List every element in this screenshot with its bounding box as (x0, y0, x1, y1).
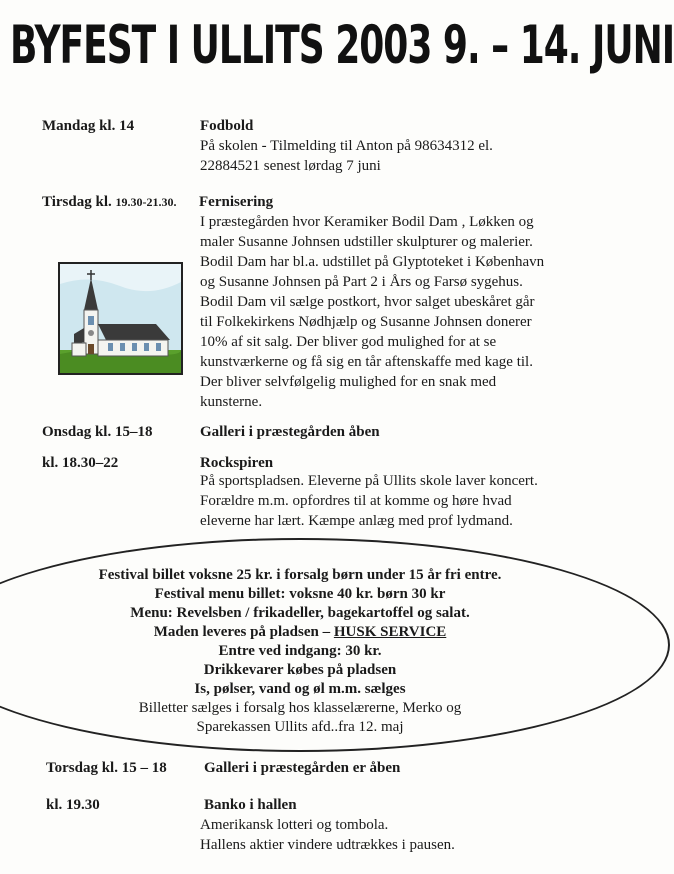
monday-day: Mandag kl. 14 (42, 118, 135, 134)
tuesday-day-label: Tirsdag kl. (42, 194, 112, 210)
text-line: Forældre m.m. opfordres til at komme og høre hvad (200, 493, 512, 509)
thursday-day: Torsdag kl. 15 – 18 (46, 760, 167, 776)
text-line: I præstegården hvor Keramiker Bodil Dam , Løkken og (200, 214, 534, 230)
church-illustration (58, 262, 183, 375)
info-line: Festival menu billet: voksne 40 kr. børn 30 kr (154, 586, 446, 602)
tuesday-heading: Fernisering (199, 194, 274, 210)
husk-service: HUSK SERVICE (333, 624, 447, 640)
text-line: På skolen - Tilmelding til Anton på 98634312 el. (200, 138, 493, 154)
thursday-evening-day: kl. 19.30 (46, 797, 100, 813)
wednesday-heading: Galleri i præstegården åben (200, 424, 380, 440)
info-line: Billetter sælges i forsalg hos klasselærerne, Merko og (138, 700, 462, 716)
info-line: Menu: Revelsben / frikadeller, bagekartoffel og salat. (130, 605, 470, 621)
text-line: til Folkekirkens Nødhjælp og Susanne Johnsen donerer (200, 314, 532, 330)
text-line: Hallens aktier vindere udtrækkes i pausen. (200, 837, 455, 853)
tuesday-time: 19.30-21.30. (115, 195, 177, 209)
info-line: Festival billet voksne 25 kr. i forsalg børn under 15 år fri entre. (98, 567, 502, 583)
info-line: Sparekassen Ullits afd..fra 12. maj (196, 719, 404, 735)
text-line: og Susanne Johnsen på Part 2 i Års og Farsø sygehus. (200, 274, 523, 290)
text-line: 10% af sit salg. Der bliver god mulighed for at se (200, 334, 497, 350)
wednesday-day: Onsdag kl. 15–18 (42, 424, 153, 440)
thursday-evening-description (200, 815, 580, 855)
church-icon (60, 264, 181, 373)
wednesday-evening-day: kl. 18.30–22 (42, 455, 119, 471)
text-line: 22884521 senest lørdag 7 juni (200, 158, 381, 174)
text-line: kunstværkerne og få sig en tår aftenskaffe med kage til. (200, 354, 533, 370)
text-line: kunsterne. (200, 394, 263, 410)
poster-title: BYFEST I ULLITS 2003 9. – 14. JUNI (10, 16, 674, 77)
wednesday-evening-description (200, 471, 580, 531)
thursday-evening-heading: Banko i hallen (204, 797, 297, 813)
info-line-text: Maden leveres på pladsen – (153, 624, 334, 640)
text-line: Bodil Dam har bl.a. udstillet på Glyptoteket i København (200, 254, 545, 270)
thursday-heading: Galleri i præstegården er åben (204, 760, 401, 776)
tuesday-description (200, 212, 580, 412)
text-line: maler Susanne Johnsen udstiller skulpturer og malerier. (200, 234, 533, 250)
info-line (60, 623, 540, 642)
text-line: eleverne har lært. Kæmpe anlæg med prof lydmand. (200, 513, 513, 529)
monday-description (200, 136, 580, 176)
info-box (60, 566, 540, 737)
text-line: Der bliver selvfølgelig mulighed for en snak med (200, 374, 497, 390)
info-line: Is, pølser, vand og øl m.m. sælges (194, 681, 406, 697)
monday-heading: Fodbold (200, 118, 254, 134)
info-line: Entre ved indgang: 30 kr. (218, 643, 382, 659)
wednesday-evening-heading: Rockspiren (200, 455, 274, 471)
text-line: Amerikansk lotteri og tombola. (200, 817, 389, 833)
text-line: På sportspladsen. Eleverne på Ullits skole laver koncert. (200, 473, 538, 489)
tuesday-day (42, 194, 177, 211)
text-line: Bodil Dam vil sælge postkort, hvor salget ubeskåret går (200, 294, 535, 310)
info-line: Drikkevarer købes på pladsen (203, 662, 397, 678)
